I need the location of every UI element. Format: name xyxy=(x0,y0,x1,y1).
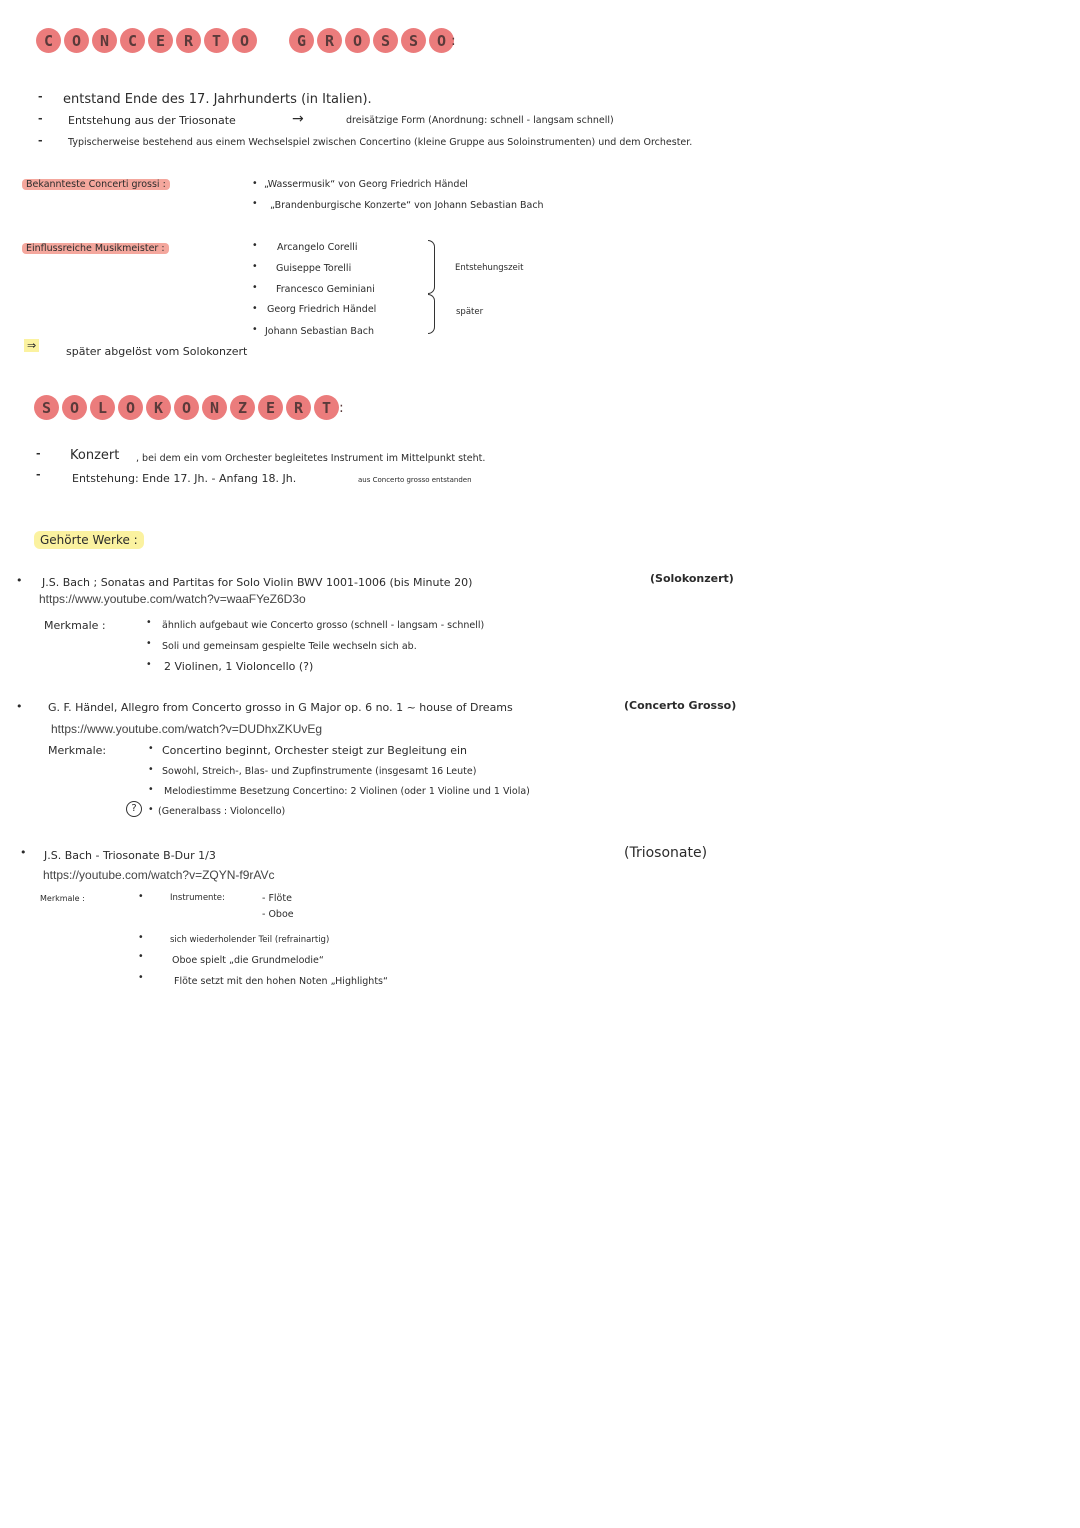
work3-instrument: - Flöte xyxy=(262,893,292,904)
work3-feature: Oboe spielt „die Grundmelodie“ xyxy=(172,955,324,966)
dash-marker: - xyxy=(38,90,43,103)
title-colon: : xyxy=(339,399,344,416)
work1-type: (Solokonzert) xyxy=(650,572,734,585)
dash-marker: - xyxy=(36,468,41,481)
bullet-dot: • xyxy=(252,261,258,272)
conclusion-text: später abgelöst vom Solokonzert xyxy=(66,345,248,358)
title-letter: K xyxy=(146,395,171,420)
bullet-entstehung: Entstehung aus der Triosonate xyxy=(68,114,236,127)
title-letter: O xyxy=(174,395,199,420)
work2-title: G. F. Händel, Allegro from Concerto grosso in G Major op. 6 no. 1 ~ house of Dreams xyxy=(48,701,513,714)
solo-def-head: Konzert xyxy=(70,448,120,463)
dash-marker: - xyxy=(38,134,43,147)
einfluss-item: Arcangelo Corelli xyxy=(277,242,358,253)
work1-feature: ähnlich aufgebaut wie Concerto grosso (schnell - langsam - schnell) xyxy=(162,620,485,631)
work1-feature: Soli und gemeinsam gespielte Teile wechseln sich ab. xyxy=(162,641,417,652)
work1-title: J.S. Bach ; Sonatas and Partitas for Solo Violin BWV 1001-1006 (bis Minute 20) xyxy=(42,576,473,589)
title-letter: L xyxy=(90,395,115,420)
bekannteste-item: „Brandenburgische Konzerte“ von Johann Sebastian Bach xyxy=(270,200,544,211)
question-circle-icon: ? xyxy=(126,801,142,817)
entstehungszeit-label: Entstehungszeit xyxy=(455,263,524,273)
bullet-dot: • xyxy=(146,617,152,628)
bullet-dot: • xyxy=(148,764,154,775)
bullet-dot: • xyxy=(20,846,27,859)
title-letter: O xyxy=(429,28,454,53)
title-letter: C xyxy=(36,28,61,53)
title-letter: S xyxy=(34,395,59,420)
bullet-entstand: entstand Ende des 17. Jahrhunderts (in Italien). xyxy=(63,92,372,107)
gehoerte-werke-label: Gehörte Werke : xyxy=(34,531,144,549)
work2-url[interactable]: https://www.youtube.com/watch?v=DUDhxZKUvEg xyxy=(51,722,323,736)
bullet-typisch: Typischerweise bestehend aus einem Wechselspiel zwischen Concertino (kleine Gruppe aus Soloinstrumenten) und dem Orchester. xyxy=(68,137,693,148)
title-letter: N xyxy=(92,28,117,53)
einfluss-item: Johann Sebastian Bach xyxy=(265,326,375,337)
work1-feature: 2 Violinen, 1 Violoncello (?) xyxy=(164,660,314,673)
einfluss-item: Georg Friedrich Händel xyxy=(267,304,377,315)
work3-title: J.S. Bach - Triosonate B-Dur 1/3 xyxy=(44,849,216,862)
work3-feature: Flöte setzt mit den hohen Noten „Highlights“ xyxy=(174,976,388,987)
title-letter: R xyxy=(317,28,342,53)
title-letter: Z xyxy=(230,395,255,420)
work1-url[interactable]: https://www.youtube.com/watch?v=waaFYeZ6D3o xyxy=(39,592,306,606)
title-letter: E xyxy=(258,395,283,420)
bullet-dot: • xyxy=(148,743,154,754)
title-letter: R xyxy=(286,395,311,420)
title-letter: O xyxy=(62,395,87,420)
solo-origin: Entstehung: Ende 17. Jh. - Anfang 18. Jh. xyxy=(72,472,297,485)
title-letter: T xyxy=(314,395,339,420)
work3-type: (Triosonate) xyxy=(624,845,708,861)
title-letter: S xyxy=(401,28,426,53)
bullet-dot: • xyxy=(138,951,144,962)
bullet-dot: • xyxy=(138,932,144,943)
einfluss-item: Guiseppe Torelli xyxy=(276,263,352,274)
bullet-dot: • xyxy=(148,784,154,795)
title-letter: S xyxy=(373,28,398,53)
einfluss-label: Einflussreiche Musikmeister : xyxy=(22,243,169,254)
bullet-dot: • xyxy=(146,638,152,649)
bekannteste-label: Bekannteste Concerti grossi : xyxy=(22,179,170,190)
brace-icon xyxy=(428,294,435,334)
work2-merkmale-label: Merkmale: xyxy=(48,744,107,757)
bullet-dot: • xyxy=(138,972,144,983)
title-letter: N xyxy=(202,395,227,420)
solo-origin-small: aus Concerto grosso entstanden xyxy=(358,476,472,484)
title-letter: O xyxy=(118,395,143,420)
solo-def-rest: , bei dem ein vom Orchester begleitetes Instrument im Mittelpunkt steht. xyxy=(136,453,486,464)
work2-feature: (Generalbass : Violoncello) xyxy=(158,806,286,817)
title-letter: R xyxy=(176,28,201,53)
title-letter: T xyxy=(204,28,229,53)
bullet-form: dreisätzige Form (Anordnung: schnell - langsam schnell) xyxy=(346,115,614,126)
work3-instrument: - Oboe xyxy=(262,909,294,920)
bekannteste-item: „Wassermusik“ von Georg Friedrich Händel xyxy=(264,179,468,190)
work2-feature: Concertino beginnt, Orchester steigt zur Begleitung ein xyxy=(162,744,468,757)
double-arrow-icon: ⇒ xyxy=(24,339,39,352)
bullet-dot: • xyxy=(252,178,258,189)
solokonzert-title xyxy=(34,395,344,420)
bullet-dot: • xyxy=(252,324,258,335)
title-letter: E xyxy=(148,28,173,53)
bullet-dot: • xyxy=(138,891,144,902)
arrow-icon: → xyxy=(292,111,304,127)
title-colon: : xyxy=(451,32,456,49)
title-letter: O xyxy=(64,28,89,53)
bullet-dot: • xyxy=(16,574,23,587)
work2-type: (Concerto Grosso) xyxy=(624,699,737,712)
work3-feature: sich wiederholender Teil (refrainartig) xyxy=(170,935,330,945)
bullet-dot: • xyxy=(146,659,152,670)
concerto-grosso-title xyxy=(36,28,456,53)
dash-marker: - xyxy=(38,112,43,125)
bullet-dot: • xyxy=(252,303,258,314)
work3-instruments-label: Instrumente: xyxy=(170,893,225,903)
einfluss-item: Francesco Geminiani xyxy=(276,284,375,295)
bullet-dot: • xyxy=(148,804,154,815)
bullet-dot: • xyxy=(252,198,258,209)
work3-merkmale-label: Merkmale : xyxy=(40,894,85,903)
title-letter: G xyxy=(289,28,314,53)
bullet-dot: • xyxy=(252,240,258,251)
bullet-dot: • xyxy=(252,282,258,293)
work1-merkmale-label: Merkmale : xyxy=(44,619,106,632)
spaeter-label: später xyxy=(456,307,484,317)
dash-marker: - xyxy=(36,447,41,460)
work2-feature: Melodiestimme Besetzung Concertino: 2 Violinen (oder 1 Violine und 1 Viola) xyxy=(164,786,530,797)
work3-url[interactable]: https://youtube.com/watch?v=ZQYN-f9rAVc xyxy=(43,868,275,882)
work2-feature: Sowohl, Streich-, Blas- und Zupfinstrumente (insgesamt 16 Leute) xyxy=(162,766,477,777)
title-letter: O xyxy=(232,28,257,53)
title-letter: C xyxy=(120,28,145,53)
bullet-dot: • xyxy=(16,700,23,713)
brace-icon xyxy=(428,240,435,294)
title-letter: O xyxy=(345,28,370,53)
